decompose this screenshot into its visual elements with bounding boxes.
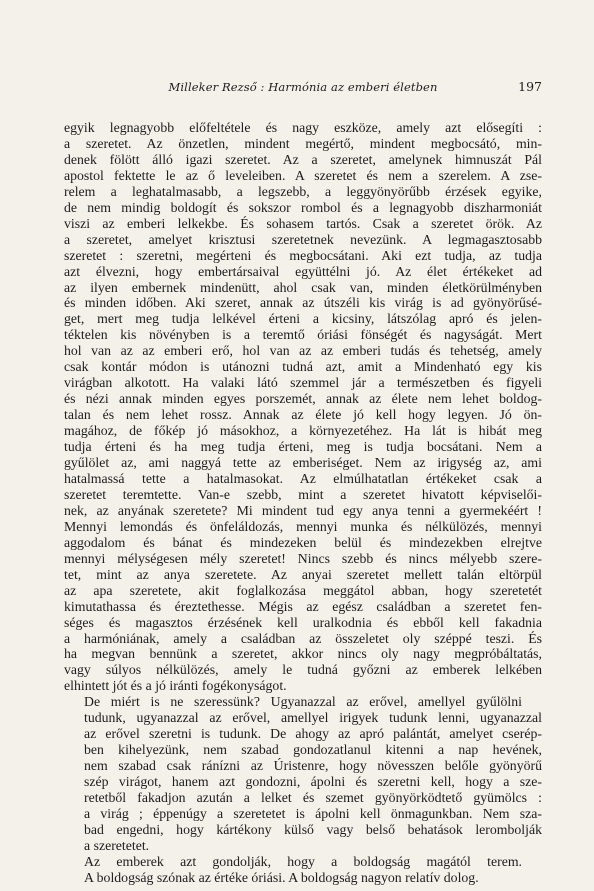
text-line: a szeretet. Az önzetlen, mindent megértő, mindent megbocsátó, min- (64, 135, 542, 151)
text-line: nek, az anyának szeretete? Mi mindent tud egy anya tenni a gyermekéért ! (64, 502, 542, 518)
page-header (64, 80, 542, 100)
paragraph (64, 120, 542, 694)
text-line: szép virágot, hanem azt gondozni, ápolni és szeretni kell, hogy a sze- (84, 774, 542, 790)
text-line: a szeretetet. (84, 837, 150, 853)
text-line: Az emberek azt gondolják, hogy a boldogság magától terem. (84, 853, 522, 869)
text-line: az erővel szeretni is tudunk. De ahogy az apró palántát, amelyet cserép- (84, 726, 542, 742)
text-line: tet, mint az anya szeretete. Az anyai szeretet mellett talán eltörpül (64, 566, 542, 582)
text-line: tudunk, ugyanazzal az erővel, amellyel irigyek tudunk lenni, ugyanazzal (84, 710, 542, 726)
text-line: séges és magasztos érzésének kell uralkodnia és ebből kell fakadnia (64, 614, 542, 630)
text-line: hol van az az emberi erő, hol van az az emberi tudás és tehetség, amely (64, 343, 542, 359)
text-line: ha megvan bennünk a szeretet, akkor nincs oly nagy megpróbáltatás, (64, 646, 542, 662)
text-line: és nézi annak minden egyes porszemét, annak az élete nem lehet boldog- (64, 391, 542, 407)
text-line: De miért is ne szeressünk? Ugyanazzal az erővel, amellyel gyűlölni (84, 694, 522, 710)
text-line: virágban alkotott. Ha valaki látó szemmel jár a természetben és figyeli (64, 375, 542, 391)
text-line: de nem mindig boldogít és sokszor rombol és a legnagyobb diszharmoniát (64, 199, 542, 215)
running-title: Milleker Rezső : Harmónia az emberi életben (168, 80, 438, 94)
text-line: gyűlölet az, ami naggyá tette az emberiséget. Nem az irigység az, ami (64, 455, 542, 471)
text-line: viszi az emberi lelkekbe. És sohasem tartós. Csak a szeretet örök. Az (64, 215, 542, 231)
text-line: elhintett jót és a jó iránti fogékonyságot. (64, 678, 287, 694)
text-line: mennyi mélységesen mély szeretet! Nincs szebb és nincs mélyebb szere- (64, 550, 542, 566)
book-page (64, 80, 542, 886)
body-text (64, 120, 542, 886)
text-line: magához, de főkép jó másokhoz, a környezetéhez. Ha lát is hibát meg (64, 423, 542, 439)
text-line: retetből fakadjon azután a lelket és szemet gyönyörködtető gyümölcs : (84, 790, 542, 806)
text-line: és minden időben. Aki szeret, annak az útszéli kis virág is ad gyönyörűsé- (64, 295, 542, 311)
text-line: hatalmassá tette a hatalmasokat. Az elmúlhatatlan értékeket csak a (64, 470, 542, 486)
text-line: denek fölött álló igazi szeretet. Az a szeretet, amelynek himnuszát Pál (64, 151, 542, 167)
text-line: csak kontár módon is utánozni tudná azt, amit a Mindenható egy kis (64, 359, 542, 375)
text-line: ben kihelyezünk, nem szabad gondozatlanul kitenni a nap hevének, (84, 742, 542, 758)
text-line: aggodalom és bánat és mindezeken belül és mindezekben elrejtve (64, 534, 542, 550)
text-line: egyik legnagyobb előfeltétele és nagy eszköze, amely azt elősegíti : (64, 120, 542, 135)
text-line: szeretet teremtette. Van-e szebb, mint a szeretet hivatott képviselői- (64, 486, 542, 502)
text-line: nem szabad csak ránízni az Úristenre, hogy növesszen belőle gyönyörű (84, 758, 542, 774)
text-line: Mennyi lemondás és önfeláldozás, mennyi munka és nélkülözés, mennyi (64, 518, 542, 534)
text-line: az apa szeretete, akit foglalkozása meggátol abban, hogy szeretetét (64, 582, 542, 598)
text-line: téktelen kis növényben is a teremtő óriási fönségét és nagyságát. Mert (64, 327, 542, 343)
text-line: a harmóniának, amely a családban az összeletet oly széppé teszi. És (64, 630, 542, 646)
text-line: A boldogság szónak az értéke óriási. A boldogság nagyon relatív dolog. (84, 869, 479, 885)
text-line: tudja érteni és ha meg tudja érteni, meg is tudja bocsátani. Nem a (64, 439, 542, 455)
text-line: talan és nem lehet rossz. Annak az élete jó kell hogy legyen. Jó ön- (64, 407, 542, 423)
text-line: a virág ; éppenúgy a szeretetet is ápolni kell önmagunkban. Nem sza- (84, 805, 542, 821)
text-line: vagy súlyos nélkülözés, amely le tudná győzni az emberek lelkében (64, 662, 542, 678)
text-line: szeretet : szeretni, megérteni és megbocsátani. Aki ezt tudja, az tudja (64, 247, 542, 263)
page-number: 197 (518, 79, 542, 94)
text-line: azt élvezni, hogy embertársaival együttélni jó. Az élet értékeket ad (64, 263, 542, 279)
text-line: apostol fektette le az ő leveleiben. A szeretet és nem a szerelem. A zse- (64, 167, 542, 183)
text-line: bad engedni, hogy kártékony külső vagy belső behatások lerombolják (84, 821, 542, 837)
text-line: get, mert meg tudja lelkével érteni a kicsiny, látszólag apró és jelen- (64, 311, 542, 327)
paragraph (64, 694, 542, 854)
paragraph (64, 854, 542, 886)
text-line: kimutathassa és éreztethesse. Mégis az egész családban a szeretet fen- (64, 598, 542, 614)
text-line: relem a leghatalmasabb, a legszebb, a leggyönyörűbb érzések egyike, (64, 183, 542, 199)
text-line: az ilyen embernek mindenütt, ahol csak van, minden életkörülményben (64, 279, 542, 295)
text-line: a szeretet, amelyet krisztusi szeretetnek nevezünk. A legmagasztosabb (64, 231, 542, 247)
